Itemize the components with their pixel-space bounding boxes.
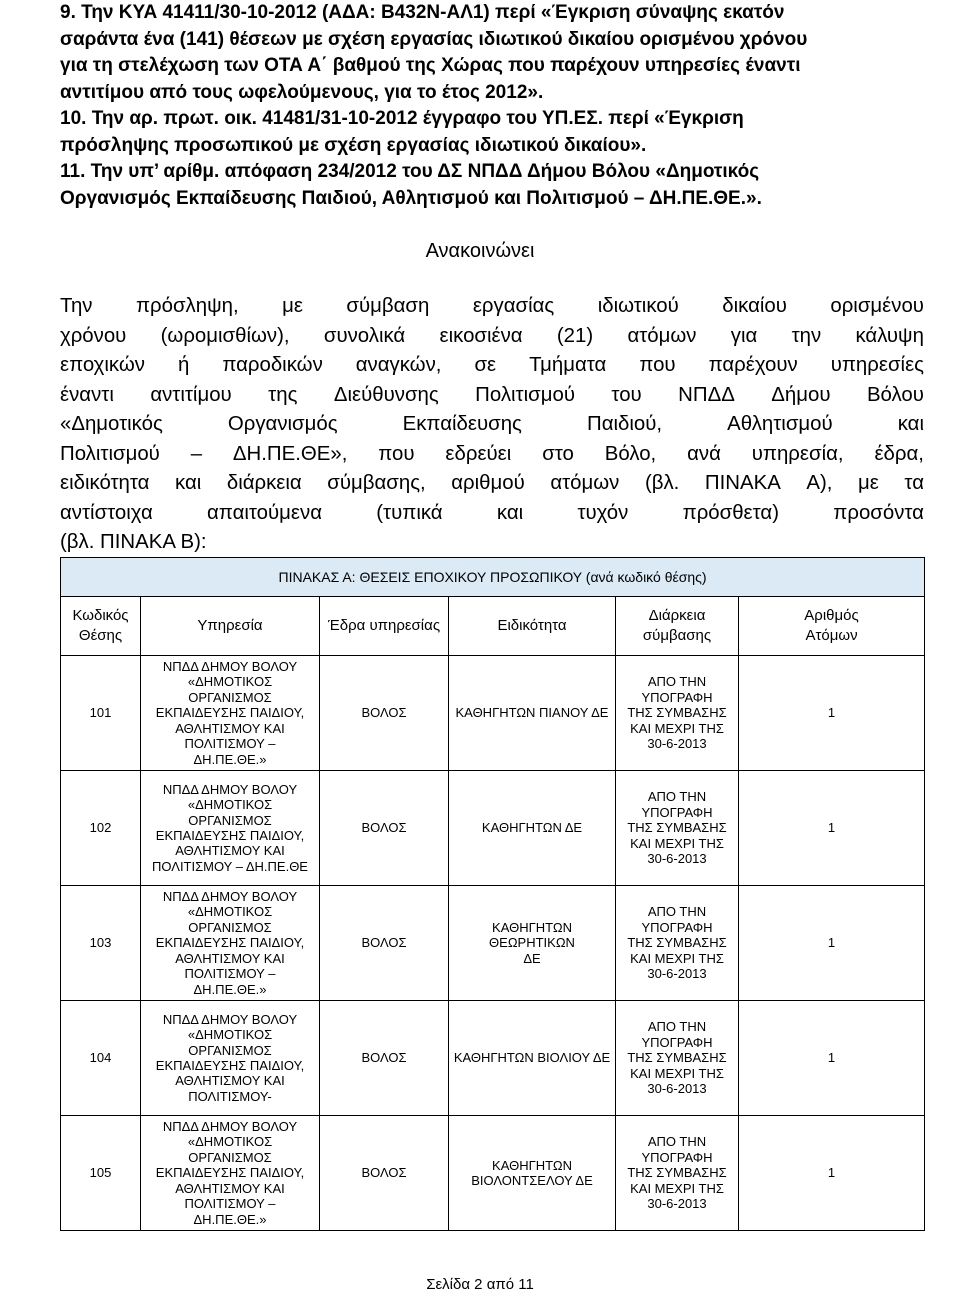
cell-count: 1 <box>739 771 925 886</box>
cell-seat: ΒΟΛΟΣ <box>320 656 449 771</box>
reference-line: Οργανισμός Εκπαίδευσης Παιδιού, Αθλητισμού και Πολιτισμού – ΔΗ.ΠΕ.ΘΕ.». <box>60 187 762 209</box>
header-specialty: Ειδικότητα <box>449 597 616 656</box>
cell-duration: ΑΠΟ ΤΗΝ ΥΠΟΓΡΑΦΗ ΤΗΣ ΣΥΜΒΑΣΗΣ ΚΑΙ ΜΕΧΡΙ ΤΗΣ 30-6-2013 <box>616 656 739 771</box>
header-duration: Διάρκεια σύμβασης <box>616 597 739 656</box>
paragraph-line: εποχικών ή παροδικών αναγκών, σε Τμήματα που παρέχουν υπηρεσίες <box>60 354 924 376</box>
cell-count: 1 <box>739 656 925 771</box>
announce-title: Ανακοινώνει <box>425 240 535 262</box>
reference-line: 11. Την υπ’ αρίθμ. απόφαση 234/2012 του ΔΣ ΝΠΔΔ Δήμου Βόλου «Δημοτικός <box>60 161 760 182</box>
cell-specialty: ΚΑΘΗΓΗΤΩΝ ΒΙΟΛΟΝΤΣΕΛΟΥ ΔΕ <box>449 1116 616 1231</box>
announcement-paragraph <box>60 292 924 558</box>
reference-line: πρόσληψης προσωπικού με σχέση εργασίας ιδιωτικού δικαίου». <box>60 134 647 156</box>
paragraph-line: Πολιτισμού – ΔΗ.ΠΕ.ΘΕ», που εδρεύει στο Βόλο, ανά υπηρεσία, έδρα, <box>60 442 924 465</box>
page-footer: Σελίδα 2 από 11 <box>426 1276 534 1293</box>
cell-duration: ΑΠΟ ΤΗΝ ΥΠΟΓΡΑΦΗ ΤΗΣ ΣΥΜΒΑΣΗΣ ΚΑΙ ΜΕΧΡΙ ΤΗΣ 30-6-2013 <box>616 1116 739 1231</box>
paragraph-line: «Δημοτικός Οργανισμός Εκπαίδευσης Παιδιού, Αθλητισμού και <box>60 413 924 435</box>
paragraph-line: Την πρόσληψη, με σύμβαση εργασίας ιδιωτικού δικαίου ορισμένου <box>60 295 924 317</box>
cell-service: ΝΠΔΔ ΔΗΜΟΥ ΒΟΛΟΥ «ΔΗΜΟΤΙΚΟΣ ΟΡΓΑΝΙΣΜΟΣ ΕΚΠΑΙΔΕΥΣΗΣ ΠΑΙΔΙΟΥ, ΑΘΛΗΤΙΣΜΟΥ ΚΑΙ ΠΟΛΙΤΙΣΜΟΥ – ΔΗ.ΠΕ.ΘΕ.» <box>141 886 320 1001</box>
cell-service: ΝΠΔΔ ΔΗΜΟΥ ΒΟΛΟΥ «ΔΗΜΟΤΙΚΟΣ ΟΡΓΑΝΙΣΜΟΣ ΕΚΠΑΙΔΕΥΣΗΣ ΠΑΙΔΙΟΥ, ΑΘΛΗΤΙΣΜΟΥ ΚΑΙ ΠΟΛΙΤΙΣΜΟΥ- <box>141 1001 320 1116</box>
cell-specialty: ΚΑΘΗΓΗΤΩΝ ΒΙΟΛΙΟΥ ΔΕ <box>449 1001 616 1116</box>
numbered-references <box>60 0 910 212</box>
cell-service: ΝΠΔΔ ΔΗΜΟΥ ΒΟΛΟΥ «ΔΗΜΟΤΙΚΟΣ ΟΡΓΑΝΙΣΜΟΣ ΕΚΠΑΙΔΕΥΣΗΣ ΠΑΙΔΙΟΥ, ΑΘΛΗΤΙΣΜΟΥ ΚΑΙ ΠΟΛΙΤΙΣΜΟΥ – ΔΗ.ΠΕ.ΘΕ.» <box>141 1116 320 1231</box>
cell-duration: ΑΠΟ ΤΗΝ ΥΠΟΓΡΑΦΗ ΤΗΣ ΣΥΜΒΑΣΗΣ ΚΑΙ ΜΕΧΡΙ ΤΗΣ 30-6-2013 <box>616 1001 739 1116</box>
table-row <box>61 1116 925 1231</box>
paragraph-line: αντίστοιχα απαιτούμενα (τυπικά και τυχόν πρόσθετα) προσόντα <box>60 501 924 524</box>
positions-table <box>60 557 925 1231</box>
cell-duration: ΑΠΟ ΤΗΝ ΥΠΟΓΡΑΦΗ ΤΗΣ ΣΥΜΒΑΣΗΣ ΚΑΙ ΜΕΧΡΙ ΤΗΣ 30-6-2013 <box>616 886 739 1001</box>
paragraph-line: χρόνου (ωρομισθίων), συνολικά εικοσιένα (21) ατόμων για την κάλυψη <box>60 324 924 347</box>
paragraph-line: έναντι αντιτίμου της Διεύθυνσης Πολιτισμού του ΝΠΔΔ Δήμου Βόλου <box>60 383 924 406</box>
cell-service: ΝΠΔΔ ΔΗΜΟΥ ΒΟΛΟΥ «ΔΗΜΟΤΙΚΟΣ ΟΡΓΑΝΙΣΜΟΣ ΕΚΠΑΙΔΕΥΣΗΣ ΠΑΙΔΙΟΥ, ΑΘΛΗΤΙΣΜΟΥ ΚΑΙ ΠΟΛΙΤΙΣΜΟΥ – ΔΗ.ΠΕ.ΘΕ.» <box>141 656 320 771</box>
table-row <box>61 1001 925 1116</box>
reference-line: για τη στελέχωση των ΟΤΑ Α΄ βαθμού της Χώρας που παρέχουν υπηρεσίες έναντι <box>60 55 801 76</box>
reference-line: σαράντα ένα (141) θέσεων με σχέση εργασίας ιδιωτικού δικαίου ορισμένου χρόνου <box>60 28 808 50</box>
cell-code: 104 <box>61 1001 141 1116</box>
cell-seat: ΒΟΛΟΣ <box>320 886 449 1001</box>
cell-code: 102 <box>61 771 141 886</box>
cell-code: 103 <box>61 886 141 1001</box>
cell-code: 105 <box>61 1116 141 1231</box>
header-count: Αριθμός Ατόμων <box>739 597 925 656</box>
cell-seat: ΒΟΛΟΣ <box>320 1116 449 1231</box>
header-seat: Έδρα υπηρεσίας <box>320 597 449 656</box>
header-code: Κωδικός Θέσης <box>61 597 141 656</box>
paragraph-line: (βλ. ΠΙΝΑΚΑ Β): <box>60 531 207 553</box>
paragraph-line: ειδικότητα και διάρκεια σύμβασης, αριθμού ατόμων (βλ. ΠΙΝΑΚΑ Α), με τα <box>60 472 924 494</box>
cell-service: ΝΠΔΔ ΔΗΜΟΥ ΒΟΛΟΥ «ΔΗΜΟΤΙΚΟΣ ΟΡΓΑΝΙΣΜΟΣ ΕΚΠΑΙΔΕΥΣΗΣ ΠΑΙΔΙΟΥ, ΑΘΛΗΤΙΣΜΟΥ ΚΑΙ ΠΟΛΙΤΙΣΜΟΥ – ΔΗ.ΠΕ.ΘΕ <box>141 771 320 886</box>
cell-duration: ΑΠΟ ΤΗΝ ΥΠΟΓΡΑΦΗ ΤΗΣ ΣΥΜΒΑΣΗΣ ΚΑΙ ΜΕΧΡΙ ΤΗΣ 30-6-2013 <box>616 771 739 886</box>
cell-specialty: ΚΑΘΗΓΗΤΩΝ ΔΕ <box>449 771 616 886</box>
cell-count: 1 <box>739 1001 925 1116</box>
reference-line: 10. Την αρ. πρωτ. οικ. 41481/31-10-2012 έγγραφο του ΥΠ.ΕΣ. περί «Έγκριση <box>60 108 744 129</box>
table-row <box>61 656 925 771</box>
cell-specialty: ΚΑΘΗΓΗΤΩΝ ΠΙΑΝΟΥ ΔΕ <box>449 656 616 771</box>
reference-line: 9. Την ΚΥΑ 41411/30-10-2012 (ΑΔΑ: Β432Ν-ΑΛ1) περί «Έγκριση σύναψης εκατόν <box>60 2 785 23</box>
table-row <box>61 886 925 1001</box>
cell-code: 101 <box>61 656 141 771</box>
table-header-row <box>61 597 925 656</box>
table-caption: ΠΙΝΑΚΑΣ Α: ΘΕΣΕΙΣ ΕΠΟΧΙΚΟΥ ΠΡΟΣΩΠΙΚΟΥ (ανά κωδικό θέσης) <box>61 558 925 597</box>
header-service: Υπηρεσία <box>141 597 320 656</box>
table-row <box>61 771 925 886</box>
cell-count: 1 <box>739 886 925 1001</box>
cell-seat: ΒΟΛΟΣ <box>320 771 449 886</box>
reference-line: αντιτίμου από τους ωφελούμενους, για το έτος 2012». <box>60 81 544 103</box>
cell-count: 1 <box>739 1116 925 1231</box>
cell-specialty: ΚΑΘΗΓΗΤΩΝ ΘΕΩΡΗΤΙΚΩΝ ΔΕ <box>449 886 616 1001</box>
cell-seat: ΒΟΛΟΣ <box>320 1001 449 1116</box>
